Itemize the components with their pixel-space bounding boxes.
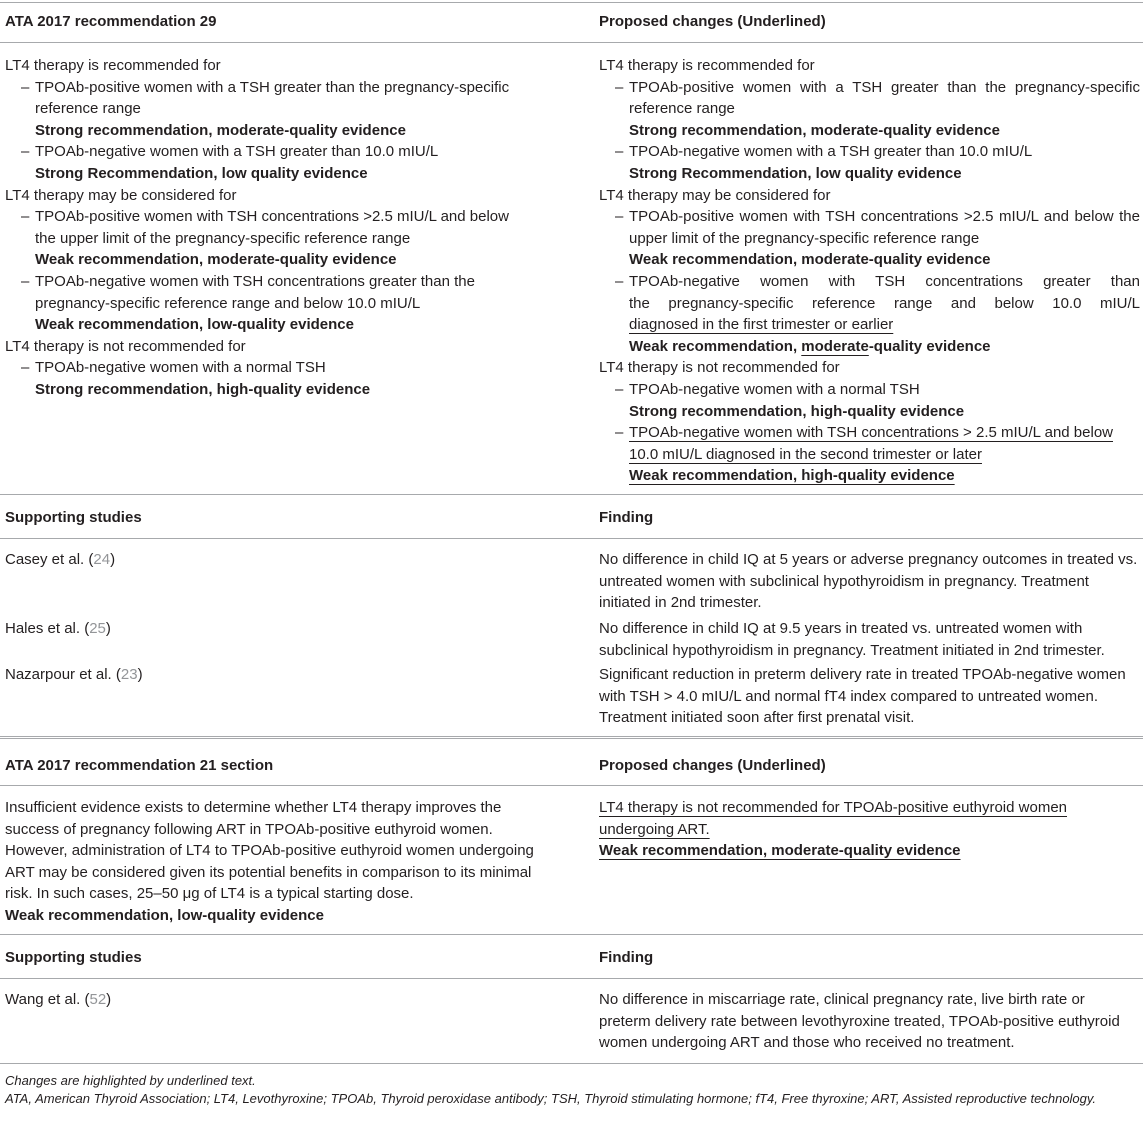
section1-header-right: Proposed changes (Underlined) (599, 13, 826, 30)
reference-link[interactable]: 24 (93, 551, 111, 568)
evidence-grade: Strong Recommendation, low quality evidence (629, 164, 962, 182)
header-rule (0, 42, 1143, 43)
not-intro: LT4 therapy is not recommended for (5, 337, 246, 355)
list-item: – TPOAb-negative women with a TSH greater than 10.0 mIU/L (21, 143, 439, 161)
study-finding: No difference in child IQ at 9.5 years in treated vs. untreated women with subclinical hypothyroidism in pregnancy. Treatment initiated in 2nd trimester. (599, 620, 1105, 659)
list-item: – TPOAb-positive women with TSH concentrations >2.5 mIU/L and below the (615, 208, 1140, 226)
evidence-grade: Weak recommendation, low-quality evidence (5, 906, 324, 924)
underlined-change: LT4 therapy is not recommended for TPOAb-positive euthyroid women (599, 799, 1068, 816)
underlined-change: TPOAb-negative women with TSH concentrations > 2.5 mIU/L and below (629, 424, 1113, 442)
study-finding: Significant reduction in preterm delivery rate in treated TPOAb-negative women with TSH > 4.0 mIU/L and normal fT4 index compared to untreated women. Treatment initiated soon after first prenatal visit. (599, 666, 1126, 727)
section2-left-cell: Insufficient evidence exists to determine whether LT4 therapy improves the success of pregnancy following ART in TPOAb-positive euthyroid women. However, administration of LT4 to TPOAb-positive euthyroid women undergoing ART may be considered given its potential benefits in comparison to its minimal risk. In such cases, 25–50 μg of LT4 is a typical starting dose. Weak recommendation, low-quality evidence (5, 797, 534, 927)
reference-link[interactable]: 23 (120, 666, 138, 683)
studies2-header-left: Supporting studies (5, 949, 142, 966)
list-item: – TPOAb-negative women with TSH concentrations greater than the (21, 272, 475, 290)
underlined-change: Weak recommendation, high-quality evidence (629, 467, 955, 485)
section-rule (0, 934, 1143, 935)
study-author: Nazarpour et al. (23) (5, 666, 143, 683)
header-rule (0, 785, 1143, 786)
list-item-continued: the upper limit of the pregnancy-specific reference range (35, 229, 411, 247)
evidence-grade: Strong Recommendation, low quality evidence (35, 164, 368, 182)
list-item-continued (599, 314, 1140, 336)
study-author: Casey et al. (24) (5, 551, 116, 568)
list-item-continued (599, 444, 1140, 466)
list-item-continued: the pregnancy-specific reference range and below 10.0 mIU/L (629, 294, 1140, 312)
section2-header-right: Proposed changes (Underlined) (599, 757, 826, 774)
list-item: – TPOAb-negative women with TSH concentrations greater than (615, 272, 1140, 290)
section2-header-left: ATA 2017 recommendation 21 section (5, 757, 274, 774)
section1-left-cell (5, 55, 565, 401)
list-item: – TPOAb-positive women with TSH concentrations >2.5 mIU/L and below (21, 208, 509, 226)
top-rule (0, 2, 1143, 3)
evidence-grade: Strong recommendation, moderate-quality evidence (35, 121, 406, 139)
studies2-header-right: Finding (599, 949, 654, 966)
list-item: – TPOAb-negative women with TSH concentrations > 2.5 mIU/L and below (615, 424, 1113, 442)
underlined-change: undergoing ART. (599, 820, 710, 838)
list-item-continued: pregnancy-specific reference range and below 10.0 mIU/L (35, 294, 421, 312)
evidence-grade (599, 465, 1140, 487)
studies1-header-right: Finding (599, 509, 654, 526)
study-author: Wang et al. (52) (5, 991, 112, 1008)
list-item: – TPOAb-positive women with a TSH greater than the pregnancy-specific (21, 78, 510, 96)
not-intro: LT4 therapy is not recommended for (599, 359, 840, 377)
section2-right-cell (599, 797, 1067, 862)
evidence-grade: Strong recommendation, moderate-quality evidence (629, 121, 1000, 139)
list-item-continued: reference range (629, 100, 735, 118)
recommended-intro: LT4 therapy is recommended for (5, 57, 221, 74)
recommended-intro: LT4 therapy is recommended for (599, 57, 815, 74)
may-intro: LT4 therapy may be considered for (599, 186, 831, 204)
footnote-abbreviations: ATA, American Thyroid Association; LT4, Levothyroxine; TPOAb, Thyroid peroxidase antibody; TSH, Thyroid stimulating hormone; fT4, Free thyroxine; ART, Assisted reproductive technology. (5, 1091, 1097, 1106)
footnote-changes: Changes are highlighted by underlined text. (5, 1073, 256, 1088)
may-intro: LT4 therapy may be considered for (5, 186, 237, 204)
studies1-header-left: Supporting studies (5, 509, 142, 526)
double-rule (0, 736, 1143, 739)
list-item-continued: reference range (35, 100, 141, 118)
evidence-grade: Weak recommendation, low-quality evidence (35, 316, 354, 334)
study-author: Hales et al. (25) (5, 620, 111, 637)
study-finding: No difference in miscarriage rate, clinical pregnancy rate, live birth rate or preterm delivery rate between levothyroxine treated, TPOAb-positive euthyroid women undergoing ART and those who received no treatment. (599, 991, 1120, 1052)
study-finding: No difference in child IQ at 5 years or adverse pregnancy outcomes in treated vs. untreated women with subclinical hypothyroidism in pregnancy. Treatment initiated in 2nd trimester. (599, 551, 1138, 612)
evidence-grade: Strong recommendation, high-quality evidence (35, 380, 371, 398)
evidence-grade: Weak recommendation, moderate-quality evidence (629, 251, 991, 269)
bottom-rule (0, 1063, 1143, 1064)
header-rule (0, 978, 1143, 979)
evidence-grade: Strong recommendation, high-quality evidence (629, 402, 965, 420)
evidence-grade: Weak recommendation, moderate-quality evidence (629, 337, 991, 355)
list-item: – TPOAb-positive women with a TSH greater than the pregnancy-specific (615, 78, 1140, 96)
underlined-change: Weak recommendation, moderate-quality evidence (599, 842, 961, 860)
underlined-change: 10.0 mIU/L diagnosed in the second trimester or later (629, 445, 982, 463)
evidence-grade: Weak recommendation, moderate-quality evidence (35, 251, 397, 269)
section-rule (0, 494, 1143, 495)
reference-link[interactable]: 52 (89, 991, 107, 1008)
underlined-change: diagnosed in the first trimester or earlier (629, 316, 894, 334)
underlined-change: moderate (801, 337, 869, 355)
list-item-continued: upper limit of the pregnancy-specific reference range (629, 229, 980, 247)
list-item: – TPOAb-negative women with a normal TSH (21, 359, 326, 377)
list-item: – TPOAb-negative women with a normal TSH (615, 380, 920, 398)
section1-header-left: ATA 2017 recommendation 29 (5, 13, 217, 30)
reference-link[interactable]: 25 (89, 620, 106, 637)
section1-right-cell (599, 55, 1140, 487)
header-rule (0, 538, 1143, 539)
list-item: – TPOAb-negative women with a TSH greater than 10.0 mIU/L (615, 143, 1033, 161)
